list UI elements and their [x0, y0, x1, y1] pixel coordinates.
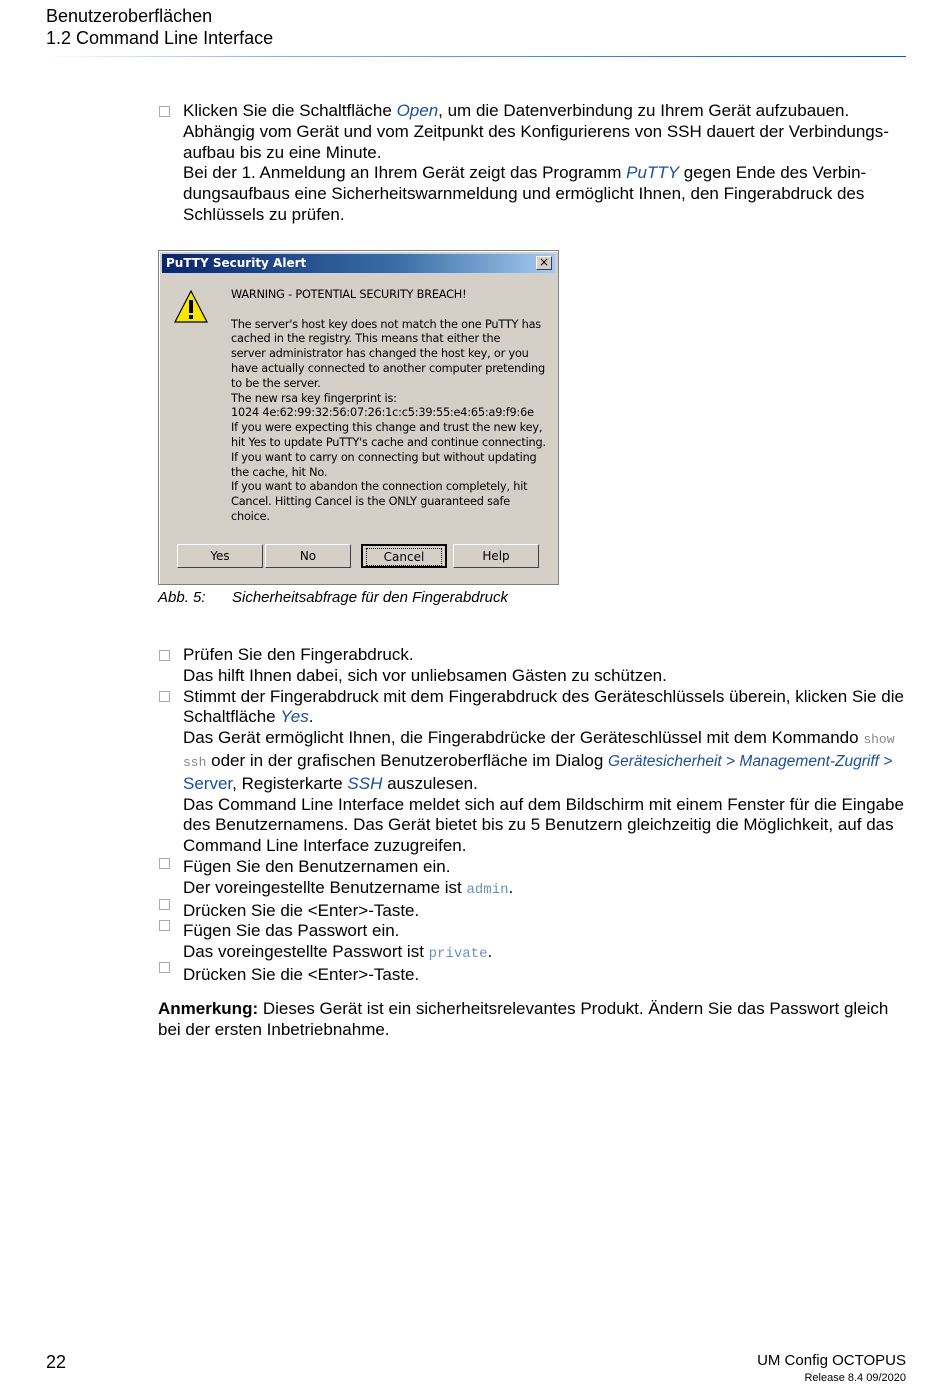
- figure-number: Abb. 5:: [158, 589, 206, 606]
- dialog-line: WARNING - POTENTIAL SECURITY BREACH!: [231, 288, 467, 301]
- putty-security-alert-dialog: [158, 250, 559, 585]
- text: dungsaufbaus eine Sicherheitswarnmeldung und ermöglicht Ihnen, den Fingerabdruck des: [183, 184, 865, 204]
- release-info: Release 8.4 09/2020: [804, 1372, 906, 1384]
- default-username: admin: [466, 881, 509, 898]
- dialog-titlebar: [162, 254, 555, 273]
- dialog-line: If you want to abandon the connection completely, hit: [231, 480, 528, 494]
- text: Das Gerät ermöglicht Ihnen, die Fingerabdrücke der Geräteschlüssel mit dem Kommando: [183, 728, 864, 748]
- text: Fügen Sie das Passwort ein.: [183, 921, 400, 941]
- dialog-line: choice.: [231, 509, 270, 523]
- text: Prüfen Sie den Fingerabdruck.: [183, 645, 414, 664]
- text: .: [308, 707, 314, 727]
- text: Drücken Sie die <Enter>-Taste.: [183, 900, 420, 920]
- dialog-line: Cancel. Hitting Cancel is the ONLY guaranteed safe: [231, 495, 511, 509]
- text: oder in der grafischen Benutzeroberfläche im Dialog: [206, 750, 609, 770]
- step-open-paragraph: [183, 101, 908, 226]
- text: aufbau bis zu eine Minute.: [183, 142, 382, 162]
- ssh-tab-link[interactable]: SSH: [347, 773, 383, 793]
- text: Bei der 1. Anmeldung an Ihrem Gerät zeigt das Programm: [183, 163, 627, 183]
- steps-paragraph: [183, 645, 908, 986]
- header-rule: [46, 56, 906, 57]
- dialog-line: have actually connected to another computer pretending: [231, 361, 545, 375]
- text: Dieses Gerät ist ein sicherheitsrelevantes Produkt. Ändern Sie das Passwort gleich: [258, 999, 889, 1018]
- open-link[interactable]: Open: [396, 101, 439, 120]
- close-icon[interactable]: ×: [536, 256, 552, 270]
- cancel-button[interactable]: Cancel: [361, 544, 447, 568]
- text: Fügen Sie den Benutzernamen ein.: [183, 856, 451, 876]
- note-paragraph: [158, 999, 908, 1041]
- header-section: 1.2 Command Line Interface: [46, 28, 274, 48]
- step-checkbox: [159, 962, 170, 973]
- text: Schaltfläche: [183, 707, 281, 727]
- text: Abhängig vom Gerät und vom Zeitpunkt des Konfigurierens von SSH dauert der Verbindungs-: [183, 121, 889, 141]
- dialog-line: If you were expecting this change and trust the new key,: [231, 421, 543, 435]
- text: Stimmt der Fingerabdruck mit dem Fingerabdruck des Geräteschlüssels überein, klicken Sie die: [183, 686, 904, 706]
- command-show: show: [863, 732, 895, 748]
- dialog-message: [231, 288, 556, 525]
- text: Command Line Interface zuzugreifen.: [183, 836, 467, 856]
- command-ssh: ssh: [183, 754, 207, 770]
- note-label: Anmerkung:: [158, 999, 259, 1018]
- step-checkbox: [159, 920, 170, 931]
- text: Das Command Line Interface meldet sich auf dem Bildschirm mit einem Fenster für die Eingabe: [183, 794, 904, 814]
- dialog-line: The server's host key does not match the one PuTTY has: [231, 317, 541, 331]
- dialog-title: PuTTY Security Alert: [166, 256, 307, 270]
- server-link[interactable]: Server: [183, 773, 233, 793]
- dialog-line: the cache, hit No.: [231, 465, 328, 479]
- dialog-line: [231, 303, 556, 318]
- text: .: [508, 877, 514, 897]
- step-checkbox: [159, 106, 170, 117]
- yes-button[interactable]: Yes: [177, 544, 263, 568]
- dialog-line: The new rsa key fingerprint is:: [231, 391, 397, 405]
- dialog-line: 1024 4e:62:99:32:56:07:26:1c:c5:39:55:e4:65:a9:f9:6e: [231, 406, 534, 420]
- text: Drücken Sie die <Enter>-Taste.: [183, 964, 420, 984]
- dialog-line: hit Yes to update PuTTY's cache and continue connecting.: [231, 435, 546, 449]
- dialog-path-link[interactable]: Gerätesicherheit > Management-Zugriff >: [608, 752, 893, 770]
- step-checkbox: [159, 858, 170, 869]
- step-checkbox: [159, 691, 170, 702]
- text: , um die Datenverbindung zu Ihrem Gerät aufzubauen.: [438, 101, 850, 120]
- text: des Benutzernamens. Das Gerät bietet bis zu 5 Benutzern gleichzeitig die Möglichkeit, auf das: [183, 815, 894, 835]
- text: bei der ersten Inbetriebnahme.: [158, 1019, 390, 1039]
- text: Schlüssels zu prüfen.: [183, 204, 345, 224]
- step-checkbox: [159, 650, 170, 661]
- document-title: UM Config OCTOPUS: [757, 1352, 906, 1369]
- warning-icon: [173, 289, 209, 325]
- no-button[interactable]: No: [265, 544, 351, 568]
- text: , Registerkarte: [232, 773, 348, 793]
- step-checkbox: [159, 899, 170, 910]
- help-button[interactable]: Help: [453, 544, 539, 568]
- putty-link[interactable]: PuTTY: [626, 163, 680, 183]
- dialog-line: If you want to carry on connecting but without updating: [231, 450, 537, 464]
- text: Klicken Sie die Schaltfläche: [183, 101, 397, 120]
- text: Das hilft Ihnen dabei, sich vor unliebsamen Gästen zu schützen.: [183, 665, 667, 685]
- yes-link[interactable]: Yes: [280, 707, 309, 727]
- page-number: 22: [46, 1352, 67, 1372]
- text: gegen Ende des Verbin-: [679, 163, 867, 183]
- figure-caption: Sicherheitsabfrage für den Fingerabdruck: [232, 589, 508, 606]
- text: .: [487, 942, 493, 962]
- header-chapter: Benutzeroberflächen: [46, 6, 213, 26]
- text: Der voreingestellte Benutzername ist: [183, 877, 467, 897]
- dialog-line: to be the server.: [231, 376, 321, 390]
- dialog-line: cached in the registry. This means that either the: [231, 332, 501, 346]
- text: Das voreingestellte Passwort ist: [183, 942, 429, 962]
- dialog-line: server administrator has changed the host key, or you: [231, 347, 529, 361]
- default-password: private: [428, 946, 488, 963]
- text: auszulesen.: [382, 773, 478, 793]
